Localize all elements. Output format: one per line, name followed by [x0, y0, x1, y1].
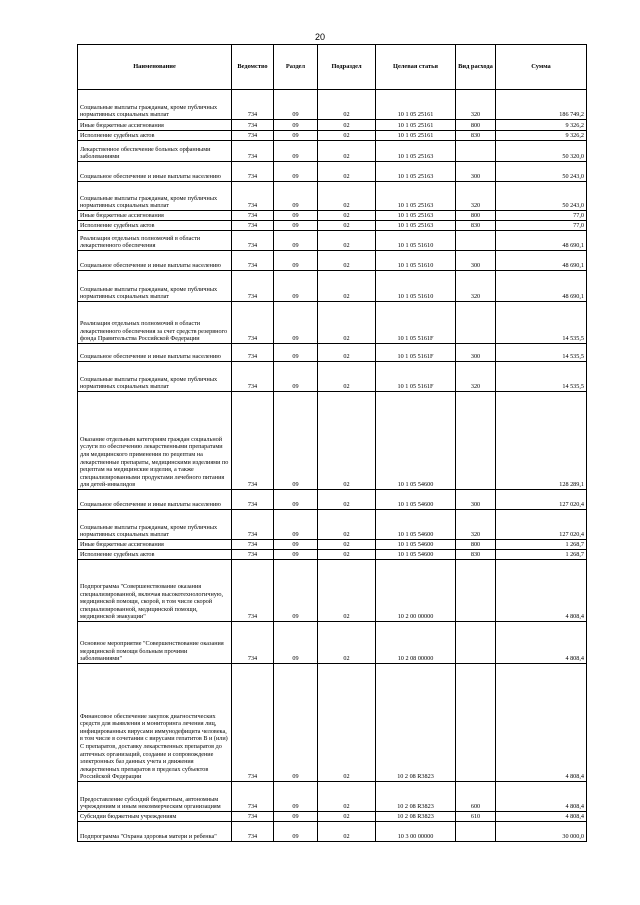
row-name: Социальное обеспечение и иные выплаты населению	[78, 344, 232, 362]
row-podrazdel: 02	[318, 510, 376, 540]
row-razdel: 09	[274, 162, 318, 182]
row-summa: 4 808,4	[496, 560, 587, 622]
table-row	[78, 664, 587, 782]
row-vid-rashoda: 320	[456, 271, 496, 302]
row-vid-rashoda	[456, 822, 496, 842]
row-summa: 48 690,1	[496, 231, 587, 251]
row-celevaya-statya: 10 1 05 51610	[376, 271, 456, 302]
table-row	[78, 490, 587, 510]
row-summa: 14 535,5	[496, 344, 587, 362]
row-celevaya-statya: 10 1 05 54600	[376, 550, 456, 560]
row-podrazdel: 02	[318, 560, 376, 622]
row-name: Исполнение судебных актов	[78, 550, 232, 560]
row-podrazdel: 02	[318, 490, 376, 510]
row-summa: 9 326,2	[496, 120, 587, 131]
row-podrazdel: 02	[318, 812, 376, 822]
row-name: Реализация отдельных полномочий в области лекарственного обеспечения за счет средств резервного фонда Правительства Российской Федерации	[78, 302, 232, 344]
row-vedomstvo: 734	[232, 131, 274, 141]
row-celevaya-statya: 10 1 05 5161F	[376, 344, 456, 362]
row-razdel: 09	[274, 231, 318, 251]
row-vid-rashoda: 320	[456, 90, 496, 120]
table-row	[78, 560, 587, 622]
row-vid-rashoda: 830	[456, 550, 496, 560]
table-row	[78, 510, 587, 540]
row-celevaya-statya: 10 1 05 25163	[376, 221, 456, 231]
row-vid-rashoda: 830	[456, 131, 496, 141]
row-razdel: 09	[274, 362, 318, 392]
row-summa: 4 808,4	[496, 812, 587, 822]
row-vedomstvo: 734	[232, 90, 274, 120]
table-row	[78, 231, 587, 251]
row-celevaya-statya: 10 1 05 25163	[376, 141, 456, 162]
row-vedomstvo: 734	[232, 560, 274, 622]
row-celevaya-statya: 10 1 05 5161F	[376, 362, 456, 392]
row-summa: 127 020,4	[496, 490, 587, 510]
row-vedomstvo: 734	[232, 392, 274, 490]
row-summa: 127 020,4	[496, 510, 587, 540]
row-summa: 4 808,4	[496, 782, 587, 812]
row-summa: 9 326,2	[496, 131, 587, 141]
page-number: 20	[314, 32, 325, 42]
row-celevaya-statya: 10 1 05 54600	[376, 490, 456, 510]
row-vid-rashoda: 320	[456, 362, 496, 392]
row-name: Финансовое обеспечение закупок диагностических средств для выявления и мониторинга лечения лиц, инфицированных вирусами иммунодефицита человека, в том числе в сочетании с вирусами гепатитов В и (или) С препаратов, доставку лекарственных препаратов до аптечных организаций, создание и сопровождение электронных баз данных учета и движения лекарственных препаратов в пределах субъектов Российской Федерации	[78, 664, 232, 782]
row-name: Подпрограмма "Совершенствование оказания специализированной, включая высокотехнологичную, медицинской помощи, скорой, в том числе скорой специализированной, медицинской помощи, медицинской эвакуации"	[78, 560, 232, 622]
table-row	[78, 622, 587, 664]
row-celevaya-statya: 10 1 05 25161	[376, 131, 456, 141]
table-row	[78, 812, 587, 822]
row-vedomstvo: 734	[232, 510, 274, 540]
table-row	[78, 271, 587, 302]
row-celevaya-statya: 10 2 08 00000	[376, 622, 456, 664]
table-row	[78, 211, 587, 221]
row-vedomstvo: 734	[232, 231, 274, 251]
row-podrazdel: 02	[318, 550, 376, 560]
row-razdel: 09	[274, 550, 318, 560]
row-summa: 1 268,7	[496, 550, 587, 560]
row-celevaya-statya: 10 1 05 25163	[376, 211, 456, 221]
row-celevaya-statya: 10 1 05 25163	[376, 182, 456, 211]
table-row	[78, 90, 587, 120]
row-celevaya-statya: 10 2 00 00000	[376, 560, 456, 622]
row-vid-rashoda	[456, 141, 496, 162]
row-podrazdel: 02	[318, 120, 376, 131]
row-name: Социальные выплаты гражданам, кроме публичных нормативных социальных выплат	[78, 182, 232, 211]
column-header-podrazdel: Подраздел	[318, 45, 376, 90]
row-vid-rashoda	[456, 622, 496, 664]
row-vedomstvo: 734	[232, 162, 274, 182]
row-celevaya-statya: 10 1 05 25163	[376, 162, 456, 182]
row-vid-rashoda	[456, 392, 496, 490]
row-razdel: 09	[274, 782, 318, 812]
row-celevaya-statya: 10 1 05 51610	[376, 231, 456, 251]
row-vedomstvo: 734	[232, 782, 274, 812]
row-summa: 30 000,0	[496, 822, 587, 842]
row-vid-rashoda: 300	[456, 490, 496, 510]
row-name: Предоставление субсидий бюджетным, автономным учреждениям и иным некоммерческим организациям	[78, 782, 232, 812]
row-razdel: 09	[274, 490, 318, 510]
row-razdel: 09	[274, 344, 318, 362]
table-row	[78, 302, 587, 344]
row-podrazdel: 02	[318, 540, 376, 550]
row-podrazdel: 02	[318, 271, 376, 302]
row-name: Оказание отдельным категориям граждан социальной услуги по обеспечению лекарственными препаратами для медицинского применения по рецептам на лекарственные препараты, медицинскими изделиями по рецептам на медицинские изделия, а также специализированными продуктами лечебного питания для детей-инвалидов	[78, 392, 232, 490]
row-vedomstvo: 734	[232, 822, 274, 842]
row-podrazdel: 02	[318, 622, 376, 664]
table-row	[78, 392, 587, 490]
row-name: Основное мероприятие "Совершенствование оказания медицинской помощи больным прочими заболеваниями"	[78, 622, 232, 664]
row-vedomstvo: 734	[232, 251, 274, 271]
row-podrazdel: 02	[318, 302, 376, 344]
row-podrazdel: 02	[318, 782, 376, 812]
row-summa: 4 808,4	[496, 664, 587, 782]
column-header-vedomstvo: Ведомство	[232, 45, 274, 90]
row-podrazdel: 02	[318, 231, 376, 251]
row-razdel: 09	[274, 664, 318, 782]
row-podrazdel: 02	[318, 211, 376, 221]
row-vedomstvo: 734	[232, 141, 274, 162]
table-row	[78, 362, 587, 392]
row-podrazdel: 02	[318, 251, 376, 271]
row-name: Субсидии бюджетным учреждениям	[78, 812, 232, 822]
row-vedomstvo: 734	[232, 182, 274, 211]
row-celevaya-statya: 10 1 05 25161	[376, 90, 456, 120]
row-vid-rashoda: 800	[456, 540, 496, 550]
row-celevaya-statya: 10 1 05 5161F	[376, 302, 456, 344]
row-name: Иные бюджетные ассигнования	[78, 540, 232, 550]
row-summa: 14 535,5	[496, 362, 587, 392]
row-razdel: 09	[274, 251, 318, 271]
row-razdel: 09	[274, 302, 318, 344]
row-name: Социальные выплаты гражданам, кроме публичных нормативных социальных выплат	[78, 90, 232, 120]
row-razdel: 09	[274, 141, 318, 162]
table-row	[78, 141, 587, 162]
row-podrazdel: 02	[318, 392, 376, 490]
row-vedomstvo: 734	[232, 120, 274, 131]
column-header-name: Наименование	[78, 45, 232, 90]
table-row	[78, 822, 587, 842]
row-vedomstvo: 734	[232, 812, 274, 822]
row-vedomstvo: 734	[232, 221, 274, 231]
table-row	[78, 182, 587, 211]
row-name: Подпрограмма "Охрана здоровья матери и ребенка"	[78, 822, 232, 842]
row-vedomstvo: 734	[232, 271, 274, 302]
row-razdel: 09	[274, 540, 318, 550]
row-summa: 50 320,0	[496, 141, 587, 162]
row-name: Социальные выплаты гражданам, кроме публичных нормативных социальных выплат	[78, 510, 232, 540]
row-razdel: 09	[274, 560, 318, 622]
row-podrazdel: 02	[318, 90, 376, 120]
row-name: Лекарственное обеспечение больных орфанными заболеваниями	[78, 141, 232, 162]
table-row	[78, 540, 587, 550]
row-name: Социальное обеспечение и иные выплаты населению	[78, 490, 232, 510]
row-summa: 14 535,5	[496, 302, 587, 344]
row-celevaya-statya: 10 1 05 54600	[376, 392, 456, 490]
row-summa: 1 268,7	[496, 540, 587, 550]
column-header-celevaya-statya: Целевая статья	[376, 45, 456, 90]
row-razdel: 09	[274, 392, 318, 490]
row-vedomstvo: 734	[232, 362, 274, 392]
row-vid-rashoda	[456, 231, 496, 251]
row-vid-rashoda: 800	[456, 211, 496, 221]
row-podrazdel: 02	[318, 221, 376, 231]
row-vedomstvo: 734	[232, 490, 274, 510]
column-header-razdel: Раздел	[274, 45, 318, 90]
row-summa: 50 243,0	[496, 182, 587, 211]
row-name: Реализация отдельных полномочий в области лекарственного обеспечения	[78, 231, 232, 251]
row-name: Иные бюджетные ассигнования	[78, 211, 232, 221]
row-summa: 4 808,4	[496, 622, 587, 664]
row-vid-rashoda: 610	[456, 812, 496, 822]
row-razdel: 09	[274, 182, 318, 211]
row-vedomstvo: 734	[232, 211, 274, 221]
budget-table	[77, 44, 587, 842]
row-celevaya-statya: 10 1 05 54600	[376, 510, 456, 540]
row-name: Иные бюджетные ассигнования	[78, 120, 232, 131]
row-vedomstvo: 734	[232, 622, 274, 664]
row-razdel: 09	[274, 90, 318, 120]
row-podrazdel: 02	[318, 664, 376, 782]
row-vid-rashoda: 830	[456, 221, 496, 231]
row-vid-rashoda	[456, 560, 496, 622]
row-podrazdel: 02	[318, 162, 376, 182]
column-header-summa: Сумма	[496, 45, 587, 90]
row-name: Социальное обеспечение и иные выплаты населению	[78, 251, 232, 271]
row-vedomstvo: 734	[232, 540, 274, 550]
row-celevaya-statya: 10 3 00 00000	[376, 822, 456, 842]
row-name: Социальные выплаты гражданам, кроме публичных нормативных социальных выплат	[78, 362, 232, 392]
row-vedomstvo: 734	[232, 550, 274, 560]
table-header-row	[78, 45, 587, 90]
row-razdel: 09	[274, 131, 318, 141]
row-name: Исполнение судебных актов	[78, 131, 232, 141]
row-podrazdel: 02	[318, 822, 376, 842]
row-celevaya-statya: 10 1 05 51610	[376, 251, 456, 271]
row-podrazdel: 02	[318, 141, 376, 162]
row-celevaya-statya: 10 2 08 R3823	[376, 782, 456, 812]
row-vid-rashoda: 320	[456, 182, 496, 211]
row-podrazdel: 02	[318, 362, 376, 392]
row-razdel: 09	[274, 211, 318, 221]
row-vedomstvo: 734	[232, 302, 274, 344]
column-header-vid-rashoda: Вид расхода	[456, 45, 496, 90]
row-name: Социальные выплаты гражданам, кроме публичных нормативных социальных выплат	[78, 271, 232, 302]
table-row	[78, 120, 587, 131]
row-razdel: 09	[274, 622, 318, 664]
table-row	[78, 131, 587, 141]
row-vedomstvo: 734	[232, 664, 274, 782]
row-celevaya-statya: 10 2 08 R3823	[376, 812, 456, 822]
row-vid-rashoda	[456, 302, 496, 344]
row-vedomstvo: 734	[232, 344, 274, 362]
row-summa: 48 690,1	[496, 271, 587, 302]
row-razdel: 09	[274, 271, 318, 302]
row-podrazdel: 02	[318, 182, 376, 211]
table-row	[78, 344, 587, 362]
row-celevaya-statya: 10 1 05 54600	[376, 540, 456, 550]
row-summa: 50 243,0	[496, 162, 587, 182]
row-vid-rashoda: 300	[456, 162, 496, 182]
row-razdel: 09	[274, 120, 318, 131]
row-name: Социальное обеспечение и иные выплаты населению	[78, 162, 232, 182]
row-razdel: 09	[274, 822, 318, 842]
row-summa: 128 289,1	[496, 392, 587, 490]
table-row	[78, 782, 587, 812]
row-podrazdel: 02	[318, 344, 376, 362]
row-celevaya-statya: 10 1 05 25161	[376, 120, 456, 131]
row-vid-rashoda: 320	[456, 510, 496, 540]
table-row	[78, 251, 587, 271]
table-row	[78, 550, 587, 560]
row-name: Исполнение судебных актов	[78, 221, 232, 231]
table-row	[78, 221, 587, 231]
row-summa: 77,0	[496, 211, 587, 221]
row-razdel: 09	[274, 221, 318, 231]
row-vid-rashoda	[456, 664, 496, 782]
row-vid-rashoda: 300	[456, 251, 496, 271]
row-vid-rashoda: 300	[456, 344, 496, 362]
row-razdel: 09	[274, 812, 318, 822]
row-podrazdel: 02	[318, 131, 376, 141]
row-summa: 48 690,1	[496, 251, 587, 271]
row-summa: 186 749,2	[496, 90, 587, 120]
row-vid-rashoda: 800	[456, 120, 496, 131]
row-razdel: 09	[274, 510, 318, 540]
row-vid-rashoda: 600	[456, 782, 496, 812]
row-summa: 77,0	[496, 221, 587, 231]
table-row	[78, 162, 587, 182]
row-celevaya-statya: 10 2 08 R3823	[376, 664, 456, 782]
